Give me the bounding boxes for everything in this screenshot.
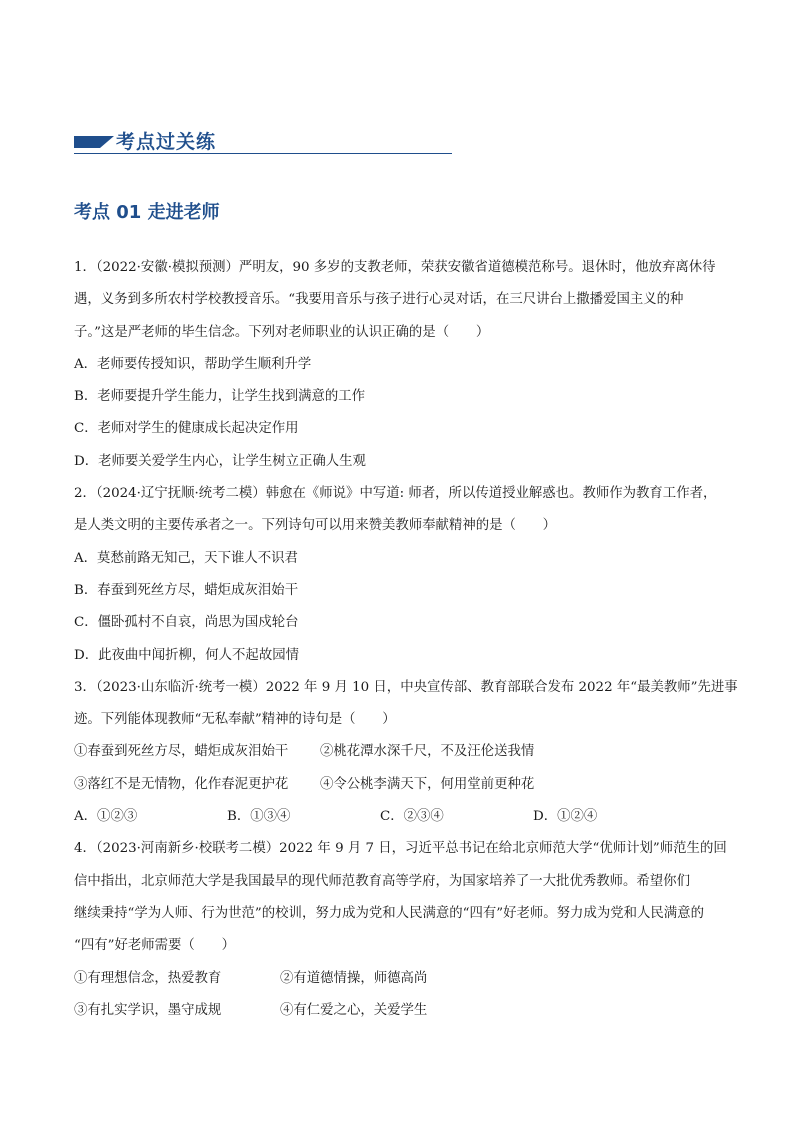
topic-heading: 考点 01 走进老师 xyxy=(74,202,220,223)
option-b: B．春蚕到死丝方尽，蜡炬成灰泪始干 xyxy=(74,582,299,598)
option-b: B．老师要提升学生能力，让学生找到满意的工作 xyxy=(74,389,366,405)
question-3 xyxy=(74,672,738,833)
statement-item: ③落红不是无情物，化作春泥更护花 xyxy=(74,776,289,792)
banner-arrow-decoration xyxy=(100,136,114,148)
statement-item: ①春蚕到死丝方尽，蜡炬成灰泪始干 xyxy=(74,744,289,760)
statement-item: ②有道德情操，师德高尚 xyxy=(280,970,428,986)
option-c: C．老师对学生的健康成长起决定作用 xyxy=(74,421,299,437)
option-b: B．①③④ xyxy=(227,809,291,825)
option-c: C．②③④ xyxy=(380,809,444,825)
statement-item: ①有理想信念，热爱教育 xyxy=(74,970,222,986)
statement-row xyxy=(74,736,724,768)
question-1 xyxy=(74,252,724,478)
statement-item: ④有仁爱之心，关爱学生 xyxy=(280,1002,428,1018)
statement-row xyxy=(74,995,724,1027)
statement-row xyxy=(74,769,724,801)
section-banner xyxy=(74,128,452,156)
statement-item: ②桃花潭水深千尺，不及汪伦送我情 xyxy=(320,744,535,760)
statement-row xyxy=(74,963,724,995)
question-text-line: 继续秉持“学为人师、行为世范”的校训，努力成为党和人民满意的“四有”好老师。努力成为党和人民满意的 xyxy=(74,905,704,921)
question-text-line: 3．（2023·山东临沂·统考一模）2022 年 9 月 10 日，中央宣传部、教育部联合发布 2022 年“最美教师”先进事 xyxy=(74,679,738,695)
question-text-line: 4．（2023·河南新乡·校联考二模）2022 年 9 月 7 日，习近平总书记在给北京师范大学“优师计划”师范生的回 xyxy=(74,841,727,857)
option-a: A．莫愁前路无知己，天下谁人不识君 xyxy=(74,550,298,566)
question-text-line: “四有”好老师需要（ ） xyxy=(74,938,235,954)
statement-item: ④令公桃李满天下，何用堂前更种花 xyxy=(320,776,535,792)
question-4 xyxy=(74,833,727,1027)
statement-item: ③有扎实学识，墨守成规 xyxy=(74,1002,222,1018)
option-a: A．①②③ xyxy=(74,809,138,825)
banner-underline xyxy=(74,153,452,154)
question-text-line: 迹。下列能体现教师“无私奉献”精神的诗句是（ ） xyxy=(74,712,396,728)
question-text-line: 2．（2024·辽宁抚顺·统考二模）韩愈在《师说》中写道: 师者，所以传道授业解惑也。教师作为教育工作者， xyxy=(74,486,717,502)
banner-bar-decoration xyxy=(74,136,100,148)
question-2 xyxy=(74,478,724,672)
question-text-line: 信中指出，北京师范大学是我国最早的现代师范教育高等学府，为国家培养了一大批优秀教师。希望你们 xyxy=(74,873,690,889)
option-c: C．僵卧孤村不自哀，尚思为国戍轮台 xyxy=(74,615,299,631)
question-text-line: 是人类文明的主要传承者之一。下列诗句可以用来赞美教师奉献精神的是（ ） xyxy=(74,518,557,534)
option-d: D．①②④ xyxy=(533,809,598,825)
section-title: 考点过关练 xyxy=(116,131,217,153)
question-text-line: 遇，义务到多所农村学校教授音乐。“我要用音乐与孩子进行心灵对话，在三尺讲台上撒播爱国主义的种 xyxy=(74,292,684,308)
answer-options-row xyxy=(74,801,724,833)
question-text-line: 子。”这是严老师的毕生信念。下列对老师职业的认识正确的是（ ） xyxy=(74,324,490,340)
question-text-line: 1．（2022·安徽·模拟预测）严明友，90 多岁的支教老师，荣获安徽省道德模范称号。退休时，他放弃离休待 xyxy=(74,260,716,275)
option-d: D．老师要关爱学生内心，让学生树立正确人生观 xyxy=(74,453,366,469)
option-a: A．老师要传授知识，帮助学生顺利升学 xyxy=(74,356,312,372)
question-list xyxy=(74,252,738,1027)
option-d: D．此夜曲中闻折柳，何人不起故园情 xyxy=(74,647,299,663)
